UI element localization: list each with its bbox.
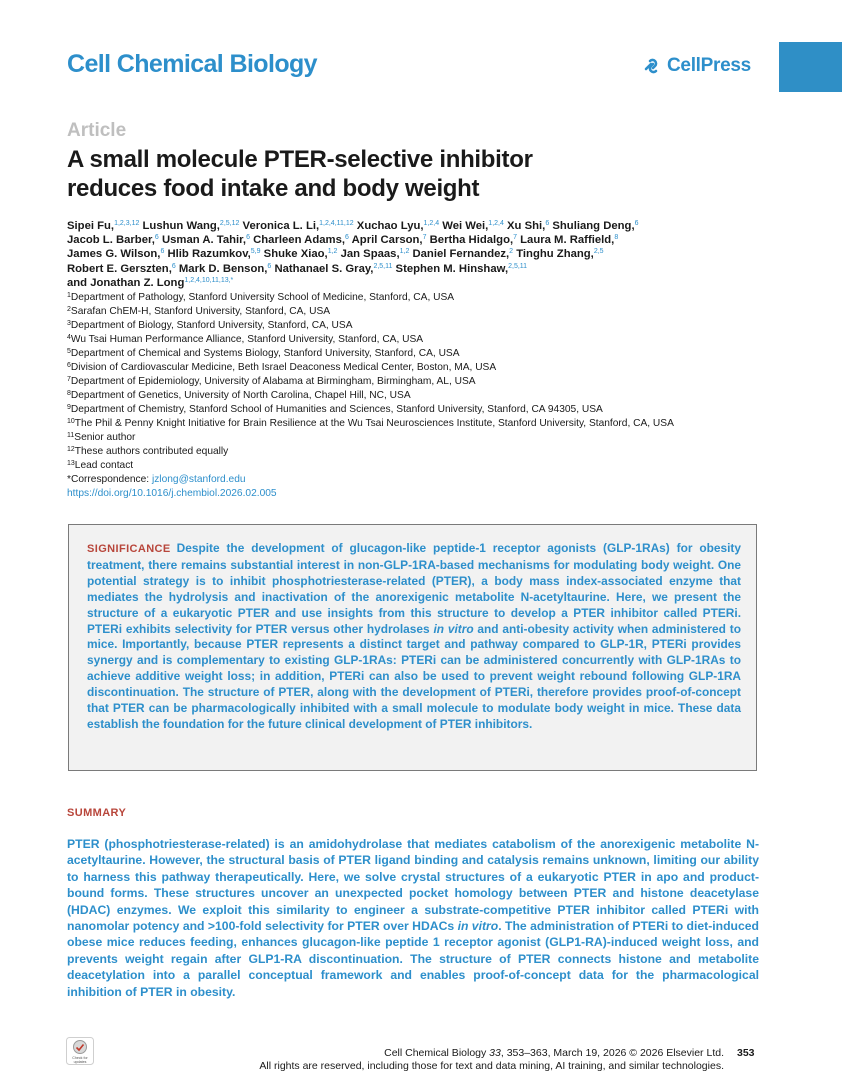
affiliation-text: Lead contact bbox=[74, 460, 134, 471]
footer-rights: All rights are reserved, including those for text and data mining, AI training, and similar technologies. bbox=[259, 1060, 724, 1072]
author-affiliation-marks[interactable]: 1,2 bbox=[327, 248, 338, 256]
author bbox=[352, 234, 427, 246]
author-list bbox=[67, 219, 767, 290]
affiliation-item bbox=[67, 445, 787, 459]
affiliation-number: 12 bbox=[67, 446, 75, 453]
author-name: Jan Spaas, bbox=[340, 248, 400, 261]
footer-citation-rest: , 353–363, March 19, 2026 © 2026 Elsevier Ltd. bbox=[500, 1047, 724, 1059]
author-affiliation-marks[interactable]: 7 bbox=[422, 234, 427, 242]
affiliation-text: Department of Chemical and Systems Biology, Stanford University, Stanford, CA, USA bbox=[70, 348, 460, 359]
author-name: and Jonathan Z. Long bbox=[67, 276, 185, 289]
author-affiliation-marks[interactable]: 7 bbox=[513, 234, 518, 242]
author-name: Daniel Fernandez, bbox=[412, 248, 510, 261]
author-name: Usman A. Tahir, bbox=[161, 234, 247, 247]
author bbox=[264, 248, 338, 260]
summary-text bbox=[67, 836, 759, 1000]
author-name: Laura M. Raffield, bbox=[520, 234, 615, 247]
affiliation-number: 5 bbox=[67, 348, 71, 355]
author-affiliation-marks[interactable]: 5,9 bbox=[250, 248, 261, 256]
author-name: Tinghu Zhang, bbox=[516, 248, 594, 261]
author bbox=[67, 234, 159, 246]
affiliation-item bbox=[67, 459, 787, 473]
author-name: Hlib Razumkov, bbox=[167, 248, 251, 261]
author-name: Sipei Fu, bbox=[67, 220, 115, 232]
author bbox=[243, 220, 354, 232]
correspondence-label: *Correspondence: bbox=[67, 474, 152, 485]
author-affiliation-marks[interactable]: 6 bbox=[267, 262, 272, 270]
title-line-1: A small molecule PTER-selective inhibitor bbox=[67, 146, 533, 173]
correspondence-email[interactable]: jzlong@stanford.edu bbox=[151, 474, 246, 485]
author-affiliation-marks[interactable]: 6 bbox=[345, 234, 349, 242]
author-affiliation-marks[interactable]: 6 bbox=[154, 234, 159, 242]
author-affiliation-marks[interactable]: 1,2,3,12 bbox=[114, 220, 140, 227]
affiliation-item bbox=[67, 291, 787, 305]
page-number: 353 bbox=[737, 1047, 755, 1059]
author-name: Bertha Hidalgo, bbox=[429, 234, 514, 247]
author-name: Robert E. Gerszten, bbox=[67, 262, 172, 275]
significance-heading: SIGNIFICANCE bbox=[87, 543, 171, 555]
author bbox=[520, 234, 618, 246]
publisher-name: CellPress bbox=[667, 55, 751, 76]
author bbox=[442, 220, 504, 232]
author-affiliation-marks[interactable]: 6 bbox=[160, 248, 165, 256]
footer-citation bbox=[384, 1047, 724, 1059]
author-name: Nathanael S. Gray, bbox=[274, 262, 374, 275]
affiliation-item bbox=[67, 389, 787, 403]
author bbox=[430, 234, 517, 246]
affiliation-text: Department of Pathology, Stanford University School of Medicine, Stanford, CA, USA bbox=[70, 292, 455, 303]
author-name: Lushun Wang, bbox=[142, 220, 220, 232]
author bbox=[552, 220, 638, 232]
author-affiliation-marks[interactable]: 1,2,4 bbox=[423, 220, 440, 227]
author bbox=[179, 263, 271, 275]
affiliation-item bbox=[67, 431, 787, 445]
footer-journal: Cell Chemical Biology bbox=[384, 1047, 490, 1059]
author-affiliation-marks[interactable]: 1,2 bbox=[399, 248, 410, 256]
affiliation-number: 1 bbox=[67, 292, 71, 299]
title-line-2: reduces food intake and body weight bbox=[67, 175, 480, 202]
affiliation-number: 3 bbox=[67, 320, 71, 327]
corner-color-tab bbox=[779, 42, 842, 92]
summary-part-2: . The administration of PTERi to diet-induced obese mice reduces feeding, enhances glucagon-like peptide 1 receptor agonist (GLP1-RA)-induced weight loss, and prevents weight regain after GLP1-RA discontinuation. The structure of PTER connects histone and metabolite deacetylation into a parallel conceptual framework and enables proof-of-concept data for the pharmacological inhibition of PTER in obesity. bbox=[67, 919, 760, 999]
author-affiliation-marks[interactable]: 1,2,4 bbox=[488, 220, 504, 227]
affiliation-item bbox=[67, 361, 787, 375]
author bbox=[168, 248, 261, 260]
significance-box bbox=[68, 524, 757, 771]
author-affiliation-marks[interactable]: 2 bbox=[509, 248, 514, 256]
affiliation-number: 6 bbox=[67, 362, 71, 369]
author bbox=[396, 263, 528, 275]
author bbox=[67, 220, 139, 232]
affiliation-number: 10 bbox=[67, 418, 75, 425]
significance-italic: in vitro bbox=[433, 621, 474, 636]
affiliation-number: 4 bbox=[67, 334, 71, 341]
affiliation-number: 7 bbox=[67, 376, 71, 383]
author-name: Jacob L. Barber, bbox=[67, 234, 155, 247]
article-title bbox=[67, 145, 707, 203]
significance-text bbox=[87, 541, 741, 733]
check-for-updates-label: Check for bbox=[72, 1056, 88, 1060]
author-affiliation-marks[interactable]: 6 bbox=[545, 220, 550, 227]
author-name: Veronica L. Li, bbox=[242, 220, 320, 232]
article-type: Article bbox=[67, 120, 127, 141]
author-name: Stephen M. Hinshaw, bbox=[395, 262, 509, 275]
publisher-logo[interactable] bbox=[642, 55, 751, 77]
author-name: Shuke Xiao, bbox=[263, 248, 328, 261]
author-name: Charleen Adams, bbox=[253, 234, 345, 247]
cellpress-link-icon bbox=[642, 56, 664, 76]
author-affiliation-marks[interactable]: 6 bbox=[171, 262, 176, 270]
affiliation-number: 8 bbox=[67, 390, 71, 397]
affiliation-number: 2 bbox=[67, 306, 71, 313]
author bbox=[67, 248, 164, 260]
author-affiliation-marks[interactable]: 6 bbox=[246, 234, 250, 242]
author bbox=[67, 277, 233, 289]
affiliation-item bbox=[67, 403, 787, 417]
journal-name[interactable]: Cell Chemical Biology bbox=[67, 50, 317, 78]
affiliation-list bbox=[67, 291, 787, 473]
author-affiliation-marks[interactable]: 1,2,4,11,12 bbox=[319, 220, 354, 227]
author bbox=[143, 220, 240, 232]
author-affiliation-marks[interactable]: 2,5,12 bbox=[219, 220, 240, 227]
summary-heading: SUMMARY bbox=[67, 807, 127, 819]
author-name: Xu Shi, bbox=[507, 220, 546, 232]
author bbox=[357, 220, 439, 232]
author bbox=[67, 263, 176, 275]
author-affiliation-marks[interactable]: 1,2,4,10,11,13,* bbox=[184, 276, 234, 284]
affiliation-number: 13 bbox=[67, 460, 75, 467]
author-affiliation-marks[interactable]: 6 bbox=[634, 220, 639, 227]
affiliation-item bbox=[67, 305, 787, 319]
check-for-updates-label-2: updates bbox=[73, 1060, 87, 1064]
affiliation-item bbox=[67, 375, 787, 389]
affiliation-number: 9 bbox=[67, 404, 71, 411]
affiliation-text: Wu Tsai Human Performance Alliance, Stanford University, Stanford, CA, USA bbox=[70, 334, 424, 345]
author bbox=[507, 220, 549, 232]
affiliation-text: Division of Cardiovascular Medicine, Beth Israel Deaconess Medical Center, Boston, MA, USA bbox=[70, 362, 497, 373]
affiliation-text: Sarafan ChEM-H, Stanford University, Stanford, CA, USA bbox=[70, 306, 331, 317]
author-affiliation-marks[interactable]: 2,5,11 bbox=[373, 262, 393, 270]
affiliation-text: Department of Biology, Stanford University, Stanford, CA, USA bbox=[70, 320, 353, 331]
author-affiliation-marks[interactable]: 8 bbox=[614, 234, 619, 242]
affiliation-text: Department of Epidemiology, University of Alabama at Birmingham, Birmingham, AL, USA bbox=[70, 376, 476, 387]
author bbox=[274, 263, 392, 275]
author-name: Mark D. Benson, bbox=[178, 262, 268, 275]
author bbox=[253, 234, 349, 246]
doi-link[interactable]: https://doi.org/10.1016/j.chembiol.2026.02.005 bbox=[67, 488, 277, 499]
footer-volume: 33 bbox=[489, 1047, 501, 1059]
author-name: Wei Wei, bbox=[442, 220, 489, 232]
author-name: April Carson, bbox=[351, 234, 423, 247]
author-name: James G. Wilson, bbox=[67, 248, 161, 261]
author bbox=[341, 248, 410, 260]
affiliation-text: The Phil & Penny Knight Initiative for Brain Resilience at the Wu Tsai Neurosciences Institute, Stanford University, Stanford, CA, USA bbox=[74, 418, 674, 429]
author bbox=[162, 234, 250, 246]
correspondence bbox=[67, 473, 787, 487]
summary-italic: in vitro bbox=[457, 919, 499, 934]
author bbox=[516, 248, 603, 260]
affiliation-text: Senior author bbox=[74, 432, 136, 443]
affiliation-item bbox=[67, 347, 787, 361]
affiliations bbox=[67, 291, 787, 501]
author bbox=[412, 248, 513, 260]
affiliation-item bbox=[67, 319, 787, 333]
check-for-updates-icon[interactable] bbox=[66, 1037, 94, 1065]
significance-part-1: Despite the development of glucagon-like peptide-1 receptor agonists (GLP-1RAs) for obesity treatment, there remains substantial interest in non-GLP-1RA-based mechanisms for modulating body weight. One potential strategy is to inhibit phosphotriesterase-related (PTER), a body mass index-associated enzyme that mediates the hydrolysis and inactivation of the anorexigenic metabolite N-acetyltaurine. Here, we present the structure of a eukaryotic PTER and use insights from this structure to develop a PTER inhibitor called PTERi. PTERi exhibits selectivity for PTER versus other hydrolases bbox=[87, 541, 741, 636]
author-affiliation-marks[interactable]: 2,5 bbox=[593, 248, 604, 256]
affiliation-item bbox=[67, 333, 787, 347]
author-affiliation-marks[interactable]: 2,5,11 bbox=[508, 262, 528, 270]
significance-part-2: and anti-obesity activity when administered to mice. Importantly, because PTER represents a distinct target and pathway compared to GLP-1R, PTERi provides synergy and is complementary to existing GLP-1RAs: PTERi can be administered concurrently with GLP-1RAs to achieve additive weight loss; in addition, PTERi can also be used to prevent weight rebound following GLP-1RA discontinuation. The structure of PTER, along with the development of PTERi, therefore provides proof-of-concept that PTER can be pharmacologically inhibited with a small molecule to modulate body weight in mice. These data establish the foundation for the future clinical development of PTER inhibitors. bbox=[87, 621, 741, 731]
affiliation-item bbox=[67, 417, 787, 431]
affiliation-text: Department of Chemistry, Stanford School of Humanities and Sciences, Stanford University, Stanford, CA 94305, USA bbox=[70, 404, 603, 415]
affiliation-text: Department of Genetics, University of North Carolina, Chapel Hill, NC, USA bbox=[70, 390, 411, 401]
affiliation-number: 11 bbox=[67, 432, 75, 439]
affiliation-text: These authors contributed equally bbox=[74, 446, 229, 457]
summary-part-1: PTER (phosphotriesterase-related) is an amidohydrolase that mediates catabolism of the anorexigenic metabolite N-acetyltaurine. However, the structural basis of PTER ligand binding and catalysis remains unknown, limiting our ability to harness this pathway therapeutically. Here, we solve crystal structures of a eukaryotic PTER in apo and product-bound forms. These structures uncover an unexpected pocket homology between PTER and histone deacetylase (HDAC) enzymes. We exploit this similarity to engineer a substrate-competitive PTER inhibitor called PTERi with nanomolar potency and >100-fold selectivity for PTER over HDACs bbox=[67, 837, 759, 934]
author-name: Xuchao Lyu, bbox=[356, 220, 424, 232]
author-name: Shuliang Deng, bbox=[552, 220, 635, 232]
